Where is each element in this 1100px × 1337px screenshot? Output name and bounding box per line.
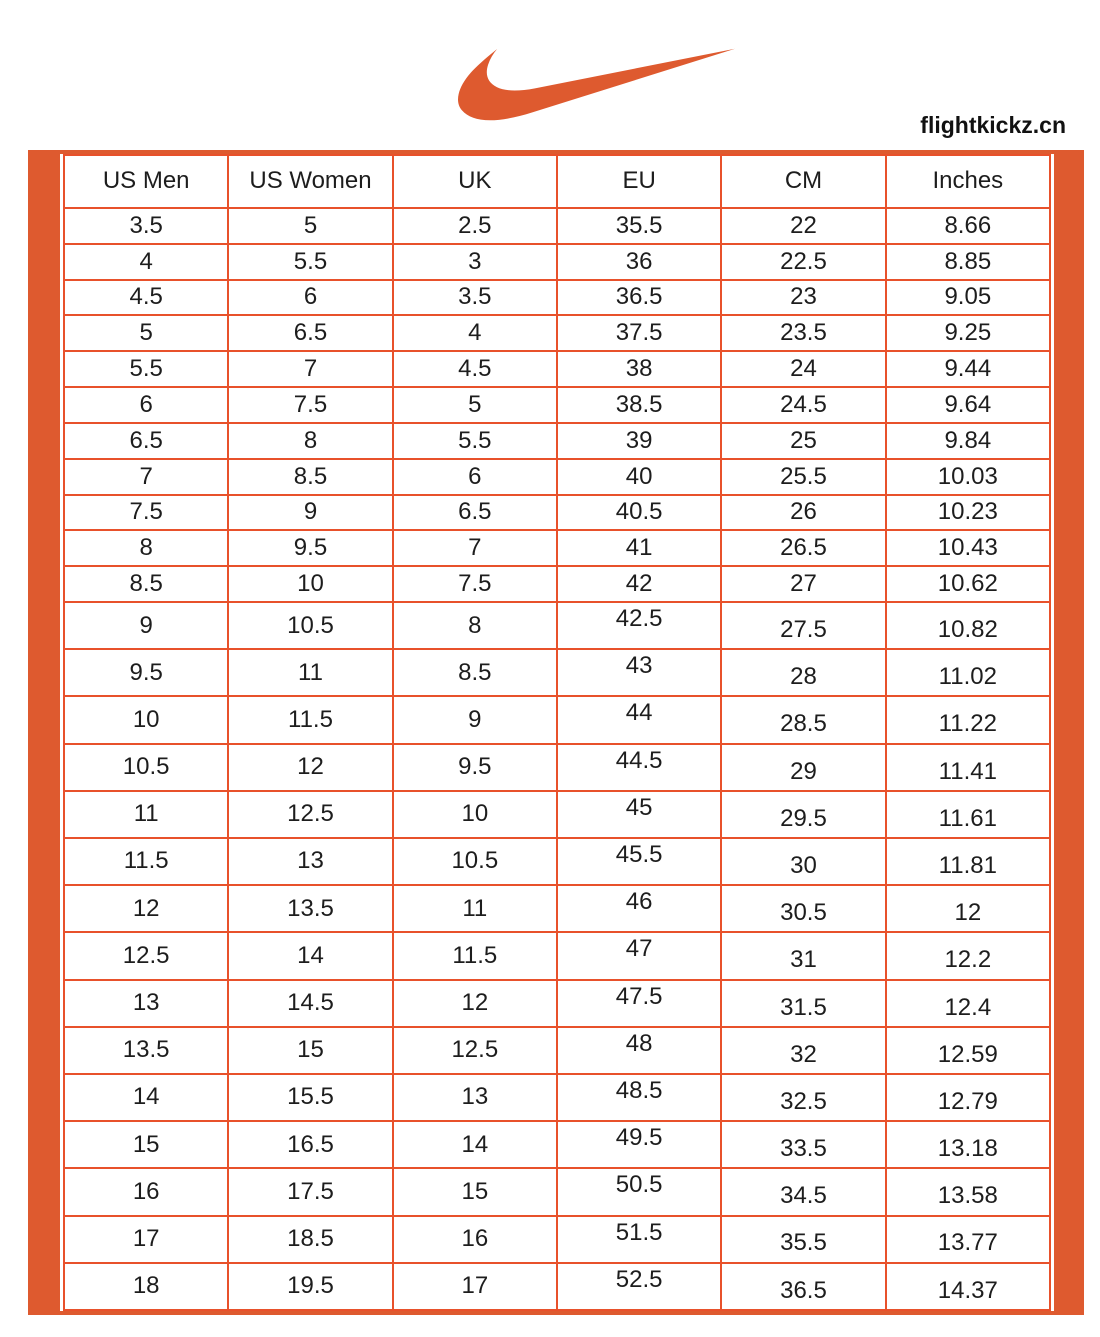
table-row <box>64 649 1050 696</box>
table-cell: 14 <box>64 1074 228 1121</box>
table-cell: 12.4 <box>886 980 1050 1027</box>
table-row <box>64 602 1050 649</box>
table-cell: 30 <box>721 838 885 885</box>
header <box>0 0 1100 150</box>
table-cell: 10 <box>228 566 392 602</box>
table-cell: 44 <box>557 696 721 743</box>
table-cell: 3 <box>393 244 557 280</box>
table-cell: 3.5 <box>393 280 557 316</box>
table-cell: 11.5 <box>228 696 392 743</box>
table-cell: 25.5 <box>721 459 885 495</box>
table-cell: 14.5 <box>228 980 392 1027</box>
table-cell: 10.5 <box>228 602 392 649</box>
table-cell: 2.5 <box>393 208 557 244</box>
table-row <box>64 495 1050 531</box>
table-cell: 13 <box>228 838 392 885</box>
table-cell: 40.5 <box>557 495 721 531</box>
table-cell: 17.5 <box>228 1168 392 1215</box>
table-cell: 7.5 <box>228 387 392 423</box>
table-cell: 13.18 <box>886 1121 1050 1168</box>
size-conversion-table <box>63 154 1051 1311</box>
table-cell: 10 <box>64 696 228 743</box>
table-cell: 9.84 <box>886 423 1050 459</box>
column-header-cm: CM <box>721 155 885 208</box>
table-cell: 12 <box>228 744 392 791</box>
column-header-inches: Inches <box>886 155 1050 208</box>
table-cell: 29.5 <box>721 791 885 838</box>
table-cell: 42.5 <box>557 602 721 649</box>
table-cell: 12.59 <box>886 1027 1050 1074</box>
table-cell: 42 <box>557 566 721 602</box>
table-cell: 7.5 <box>64 495 228 531</box>
table-cell: 49.5 <box>557 1121 721 1168</box>
table-row <box>64 280 1050 316</box>
table-cell: 29 <box>721 744 885 791</box>
table-cell: 39 <box>557 423 721 459</box>
table-cell: 26 <box>721 495 885 531</box>
table-cell: 5.5 <box>228 244 392 280</box>
table-cell: 7 <box>228 351 392 387</box>
table-cell: 13 <box>64 980 228 1027</box>
table-cell: 8.66 <box>886 208 1050 244</box>
table-cell: 15 <box>393 1168 557 1215</box>
table-cell: 8.5 <box>228 459 392 495</box>
table-cell: 11.5 <box>64 838 228 885</box>
table-cell: 15 <box>64 1121 228 1168</box>
table-cell: 5.5 <box>393 423 557 459</box>
table-cell: 11.22 <box>886 696 1050 743</box>
table-cell: 14 <box>393 1121 557 1168</box>
table-cell: 13.5 <box>228 885 392 932</box>
table-row <box>64 1027 1050 1074</box>
table-cell: 9.5 <box>393 744 557 791</box>
table-row <box>64 387 1050 423</box>
table-row <box>64 1121 1050 1168</box>
table-cell: 10.62 <box>886 566 1050 602</box>
table-cell: 32 <box>721 1027 885 1074</box>
table-cell: 13.5 <box>64 1027 228 1074</box>
table-cell: 10.82 <box>886 602 1050 649</box>
table-cell: 11 <box>64 791 228 838</box>
table-row <box>64 315 1050 351</box>
table-cell: 36 <box>557 244 721 280</box>
table-cell: 6 <box>228 280 392 316</box>
table-cell: 7 <box>393 530 557 566</box>
table-cell: 22.5 <box>721 244 885 280</box>
table-cell: 18.5 <box>228 1216 392 1263</box>
table-row <box>64 1074 1050 1121</box>
table-cell: 43 <box>557 649 721 696</box>
table-cell: 4 <box>64 244 228 280</box>
table-row <box>64 744 1050 791</box>
table-cell: 6 <box>64 387 228 423</box>
table-cell: 5.5 <box>64 351 228 387</box>
right-accent-bar <box>1054 154 1080 1311</box>
table-cell: 34.5 <box>721 1168 885 1215</box>
table-cell: 5 <box>228 208 392 244</box>
table-cell: 9 <box>228 495 392 531</box>
table-cell: 13.58 <box>886 1168 1050 1215</box>
table-cell: 9.25 <box>886 315 1050 351</box>
table-cell: 7 <box>64 459 228 495</box>
table-cell: 23 <box>721 280 885 316</box>
table-wrap <box>60 154 1054 1311</box>
table-cell: 4.5 <box>64 280 228 316</box>
table-row <box>64 885 1050 932</box>
table-cell: 36.5 <box>557 280 721 316</box>
table-cell: 35.5 <box>721 1216 885 1263</box>
table-row <box>64 1168 1050 1215</box>
table-cell: 24 <box>721 351 885 387</box>
table-cell: 10.5 <box>64 744 228 791</box>
table-cell: 6 <box>393 459 557 495</box>
column-header-us-women: US Women <box>228 155 392 208</box>
table-cell: 26.5 <box>721 530 885 566</box>
table-cell: 12.5 <box>393 1027 557 1074</box>
table-cell: 27 <box>721 566 885 602</box>
table-row <box>64 423 1050 459</box>
table-cell: 37.5 <box>557 315 721 351</box>
table-cell: 12.79 <box>886 1074 1050 1121</box>
site-watermark: flightkickz.cn <box>920 112 1066 138</box>
table-cell: 10.23 <box>886 495 1050 531</box>
left-accent-bar <box>32 154 60 1311</box>
table-cell: 8.5 <box>64 566 228 602</box>
table-cell: 17 <box>64 1216 228 1263</box>
column-header-uk: UK <box>393 155 557 208</box>
table-cell: 52.5 <box>557 1263 721 1310</box>
table-cell: 6.5 <box>393 495 557 531</box>
column-header-us-men: US Men <box>64 155 228 208</box>
table-cell: 5 <box>64 315 228 351</box>
table-row <box>64 932 1050 979</box>
table-cell: 14 <box>228 932 392 979</box>
table-cell: 28.5 <box>721 696 885 743</box>
table-cell: 35.5 <box>557 208 721 244</box>
table-row <box>64 791 1050 838</box>
table-cell: 47 <box>557 932 721 979</box>
table-cell: 25 <box>721 423 885 459</box>
table-row <box>64 244 1050 280</box>
table-cell: 4.5 <box>393 351 557 387</box>
table-cell: 11 <box>228 649 392 696</box>
table-cell: 30.5 <box>721 885 885 932</box>
table-cell: 9 <box>393 696 557 743</box>
table-cell: 10.03 <box>886 459 1050 495</box>
table-cell: 8 <box>393 602 557 649</box>
table-cell: 12 <box>64 885 228 932</box>
table-row <box>64 980 1050 1027</box>
table-cell: 22 <box>721 208 885 244</box>
table-cell: 8.5 <box>393 649 557 696</box>
table-cell: 12 <box>393 980 557 1027</box>
table-cell: 9.5 <box>64 649 228 696</box>
table-cell: 6.5 <box>64 423 228 459</box>
table-cell: 41 <box>557 530 721 566</box>
table-cell: 7.5 <box>393 566 557 602</box>
table-cell: 13 <box>393 1074 557 1121</box>
table-cell: 45 <box>557 791 721 838</box>
table-cell: 11.41 <box>886 744 1050 791</box>
table-row <box>64 566 1050 602</box>
table-cell: 11.61 <box>886 791 1050 838</box>
table-cell: 9.05 <box>886 280 1050 316</box>
table-cell: 11.5 <box>393 932 557 979</box>
table-cell: 27.5 <box>721 602 885 649</box>
table-cell: 3.5 <box>64 208 228 244</box>
table-cell: 8 <box>64 530 228 566</box>
table-cell: 48 <box>557 1027 721 1074</box>
table-cell: 16 <box>64 1168 228 1215</box>
table-cell: 5 <box>393 387 557 423</box>
table-cell: 15.5 <box>228 1074 392 1121</box>
table-cell: 24.5 <box>721 387 885 423</box>
table-cell: 31 <box>721 932 885 979</box>
table-cell: 12.2 <box>886 932 1050 979</box>
table-cell: 9.44 <box>886 351 1050 387</box>
table-cell: 23.5 <box>721 315 885 351</box>
table-cell: 38.5 <box>557 387 721 423</box>
table-cell: 10.43 <box>886 530 1050 566</box>
table-cell: 11 <box>393 885 557 932</box>
table-cell: 31.5 <box>721 980 885 1027</box>
table-cell: 19.5 <box>228 1263 392 1310</box>
table-cell: 8.85 <box>886 244 1050 280</box>
column-header-eu: EU <box>557 155 721 208</box>
table-cell: 9.5 <box>228 530 392 566</box>
table-row <box>64 351 1050 387</box>
table-cell: 10 <box>393 791 557 838</box>
table-cell: 51.5 <box>557 1216 721 1263</box>
table-row <box>64 838 1050 885</box>
table-body <box>64 208 1050 1310</box>
table-cell: 14.37 <box>886 1263 1050 1310</box>
table-cell: 12.5 <box>64 932 228 979</box>
table-head <box>64 155 1050 208</box>
table-cell: 40 <box>557 459 721 495</box>
table-cell: 38 <box>557 351 721 387</box>
table-cell: 15 <box>228 1027 392 1074</box>
table-cell: 18 <box>64 1263 228 1310</box>
table-cell: 45.5 <box>557 838 721 885</box>
table-cell: 17 <box>393 1263 557 1310</box>
table-cell: 16 <box>393 1216 557 1263</box>
table-cell: 11.02 <box>886 649 1050 696</box>
table-row <box>64 459 1050 495</box>
nike-swoosh-icon <box>458 30 735 122</box>
table-header-row <box>64 155 1050 208</box>
table-cell: 32.5 <box>721 1074 885 1121</box>
table-row <box>64 530 1050 566</box>
table-cell: 44.5 <box>557 744 721 791</box>
table-cell: 33.5 <box>721 1121 885 1168</box>
table-cell: 47.5 <box>557 980 721 1027</box>
table-cell: 6.5 <box>228 315 392 351</box>
table-row <box>64 696 1050 743</box>
table-row <box>64 1263 1050 1310</box>
table-cell: 10.5 <box>393 838 557 885</box>
table-cell: 12 <box>886 885 1050 932</box>
table-cell: 12.5 <box>228 791 392 838</box>
table-cell: 28 <box>721 649 885 696</box>
table-cell: 16.5 <box>228 1121 392 1168</box>
table-cell: 8 <box>228 423 392 459</box>
table-cell: 9.64 <box>886 387 1050 423</box>
size-chart-frame <box>28 150 1084 1315</box>
table-cell: 9 <box>64 602 228 649</box>
table-cell: 11.81 <box>886 838 1050 885</box>
table-cell: 48.5 <box>557 1074 721 1121</box>
table-cell: 36.5 <box>721 1263 885 1310</box>
table-cell: 46 <box>557 885 721 932</box>
table-cell: 4 <box>393 315 557 351</box>
table-row <box>64 1216 1050 1263</box>
table-cell: 50.5 <box>557 1168 721 1215</box>
table-row <box>64 208 1050 244</box>
table-cell: 13.77 <box>886 1216 1050 1263</box>
